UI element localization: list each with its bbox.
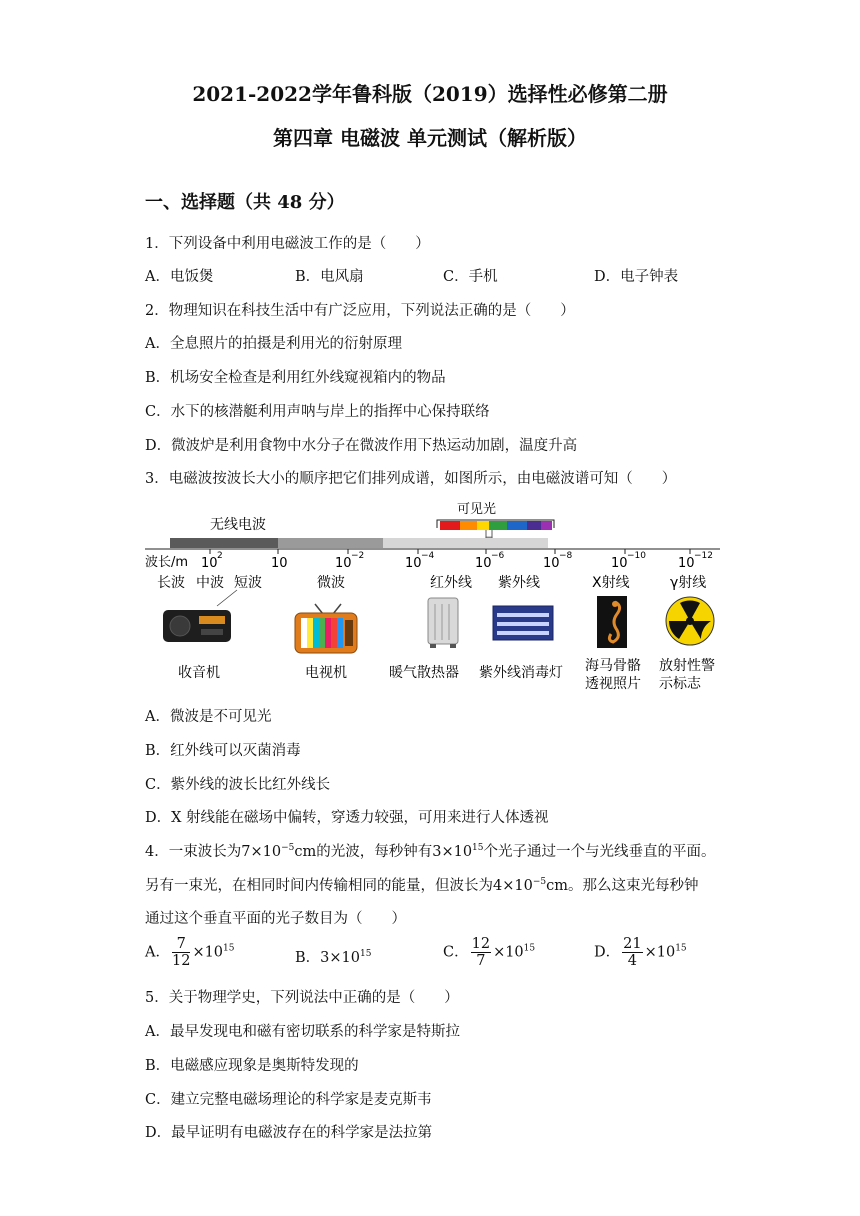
tick-label-1em12: 10: [678, 556, 695, 571]
axis-label: 波长/m: [145, 555, 189, 570]
radiator-icon: [428, 598, 458, 648]
q3-option-a: A．微波是不可见光: [145, 709, 272, 725]
caption-radio: 收音机: [178, 665, 220, 681]
caption-seahorse-1: 海马骨骼: [585, 658, 641, 674]
xray-seahorse-icon: [597, 596, 627, 648]
tick-label-1em10: 10: [611, 556, 628, 571]
tick-exp-1em10: −10: [627, 551, 646, 561]
q2-option-c: C．水下的核潜艇利用声呐与岸上的指挥中心保持联络: [145, 404, 490, 420]
q4-option-d: D． $\frac{21}{4}$ $\times 10^{15}$: [594, 936, 687, 969]
radio-wave-label: 无线电波: [210, 517, 266, 533]
band-medium-wave: 中波: [196, 575, 224, 591]
document-title-line1: 2021-2022学年鲁科版（2019）选择性必修第二册: [192, 82, 668, 106]
tick-label-1em8: 10: [543, 556, 560, 571]
q2-stem: 2．物理知识在科技生活中有广泛应用，下列说法正确的是（ ）: [145, 303, 575, 319]
q3-option-d: D．X 射线能在磁场中偏转，穿透力较强，可用来进行人体透视: [145, 810, 549, 826]
visible-light-label: 可见光: [457, 502, 497, 517]
tick-label-1em4: 10: [405, 556, 422, 571]
q2-option-a: A．全息照片的拍摄是利用光的衍射原理: [145, 336, 402, 352]
visible-rainbow: [440, 521, 552, 530]
section-heading: 一、选择题（共 48 分）: [145, 192, 345, 213]
tick-exp-1e2: 2: [217, 551, 223, 561]
tick-exp-1em12: −12: [694, 551, 713, 561]
caption-seahorse-2: 透视照片: [585, 676, 641, 692]
q4-option-a: A． $\frac{7}{12}$ $\times 10^{15}$: [145, 936, 235, 969]
band-short: [383, 538, 548, 548]
q4-line1: 4．一束波长为$7\times 10^{-5}cm$的光波，每秒钟有$3\times 10^{15}$个光子通过一个与光线垂直的平面。: [145, 843, 716, 860]
q5-option-d: D．最早证明有电磁波存在的科学家是法拉第: [145, 1125, 433, 1141]
band-xray: X射线: [592, 575, 630, 591]
band-long-wave: 长波: [157, 575, 185, 591]
q2-option-d: D．微波炉是利用食物中水分子在微波作用下热运动加剧，温度升高: [145, 438, 578, 454]
band-long: [170, 538, 278, 548]
q1-option-d: D．电子钟表: [594, 269, 679, 285]
q3-option-b: B．红外线可以灭菌消毒: [145, 743, 301, 759]
tick-label-1em6: 10: [475, 556, 492, 571]
band-gamma: γ射线: [670, 575, 707, 591]
band-micro: [278, 538, 383, 548]
tick-exp-1em8: −8: [559, 551, 573, 561]
axis-ticks: [210, 549, 690, 554]
band-infrared: 红外线: [430, 575, 472, 591]
tick-exp-1em6: −6: [491, 551, 505, 561]
radio-pointer-line: [217, 590, 237, 606]
tick-exp-1em4: −4: [421, 551, 435, 561]
document-title-line2: 第四章 电磁波 单元测试（解析版）: [273, 126, 587, 150]
q4-option-c: C． $\frac{12}{7}$ $\times 10^{15}$: [443, 936, 536, 969]
radiation-warning-icon: [666, 597, 714, 645]
tv-icon: [295, 604, 357, 653]
tick-label-1e2: 10: [201, 556, 218, 571]
caption-uv-lamp: 紫外线消毒灯: [479, 665, 563, 681]
caption-radiation-2: 示标志: [659, 676, 701, 692]
q3-stem: 3．电磁波按波长大小的顺序把它们排列成谱，如图所示，由电磁波谱可知（ ）: [145, 471, 677, 487]
q1-option-c: C．手机: [443, 269, 498, 285]
q5-option-b: B．电磁感应现象是奥斯特发现的: [145, 1058, 359, 1074]
q5-option-a: A．最早发现电和磁有密切联系的科学家是特斯拉: [145, 1024, 460, 1040]
q3-option-c: C．紫外线的波长比红外线长: [145, 777, 331, 793]
q4-line2: 另有一束光，在相同时间内传输相同的能量，但波长为$4\times 10^{-5}cm$。那么这束光每秒钟: [145, 877, 699, 894]
band-ultraviolet: 紫外线: [498, 575, 540, 591]
uv-lamp-icon: [493, 606, 553, 640]
band-short-wave: 短波: [234, 575, 262, 591]
q5-option-c: C．建立完整电磁场理论的科学家是麦克斯韦: [145, 1092, 432, 1108]
caption-radiation-1: 放射性警: [659, 658, 715, 674]
q1-option-b: B．电风扇: [295, 269, 364, 285]
caption-tv: 电视机: [305, 665, 347, 681]
q2-option-b: B．机场安全检查是利用红外线窥视箱内的物品: [145, 370, 446, 386]
q5-stem: 5．关于物理学史，下列说法中正确的是（ ）: [145, 990, 459, 1006]
caption-radiator: 暖气散热器: [389, 665, 459, 681]
q1-option-a: A．电饭煲: [145, 269, 214, 285]
tick-exp-1em2: −2: [351, 551, 365, 561]
q4-line3: 通过这个垂直平面的光子数目为（ ）: [145, 911, 406, 927]
radio-icon: [163, 610, 231, 642]
em-spectrum-figure: [145, 500, 720, 695]
q1-stem: 1．下列设备中利用电磁波工作的是（ ）: [145, 236, 430, 252]
tick-label-1em2: 10: [335, 556, 352, 571]
q4-option-b: B．$3\times 10^{15}$: [295, 949, 372, 966]
tick-label-10: 10: [271, 556, 288, 571]
band-microwave: 微波: [317, 575, 345, 591]
